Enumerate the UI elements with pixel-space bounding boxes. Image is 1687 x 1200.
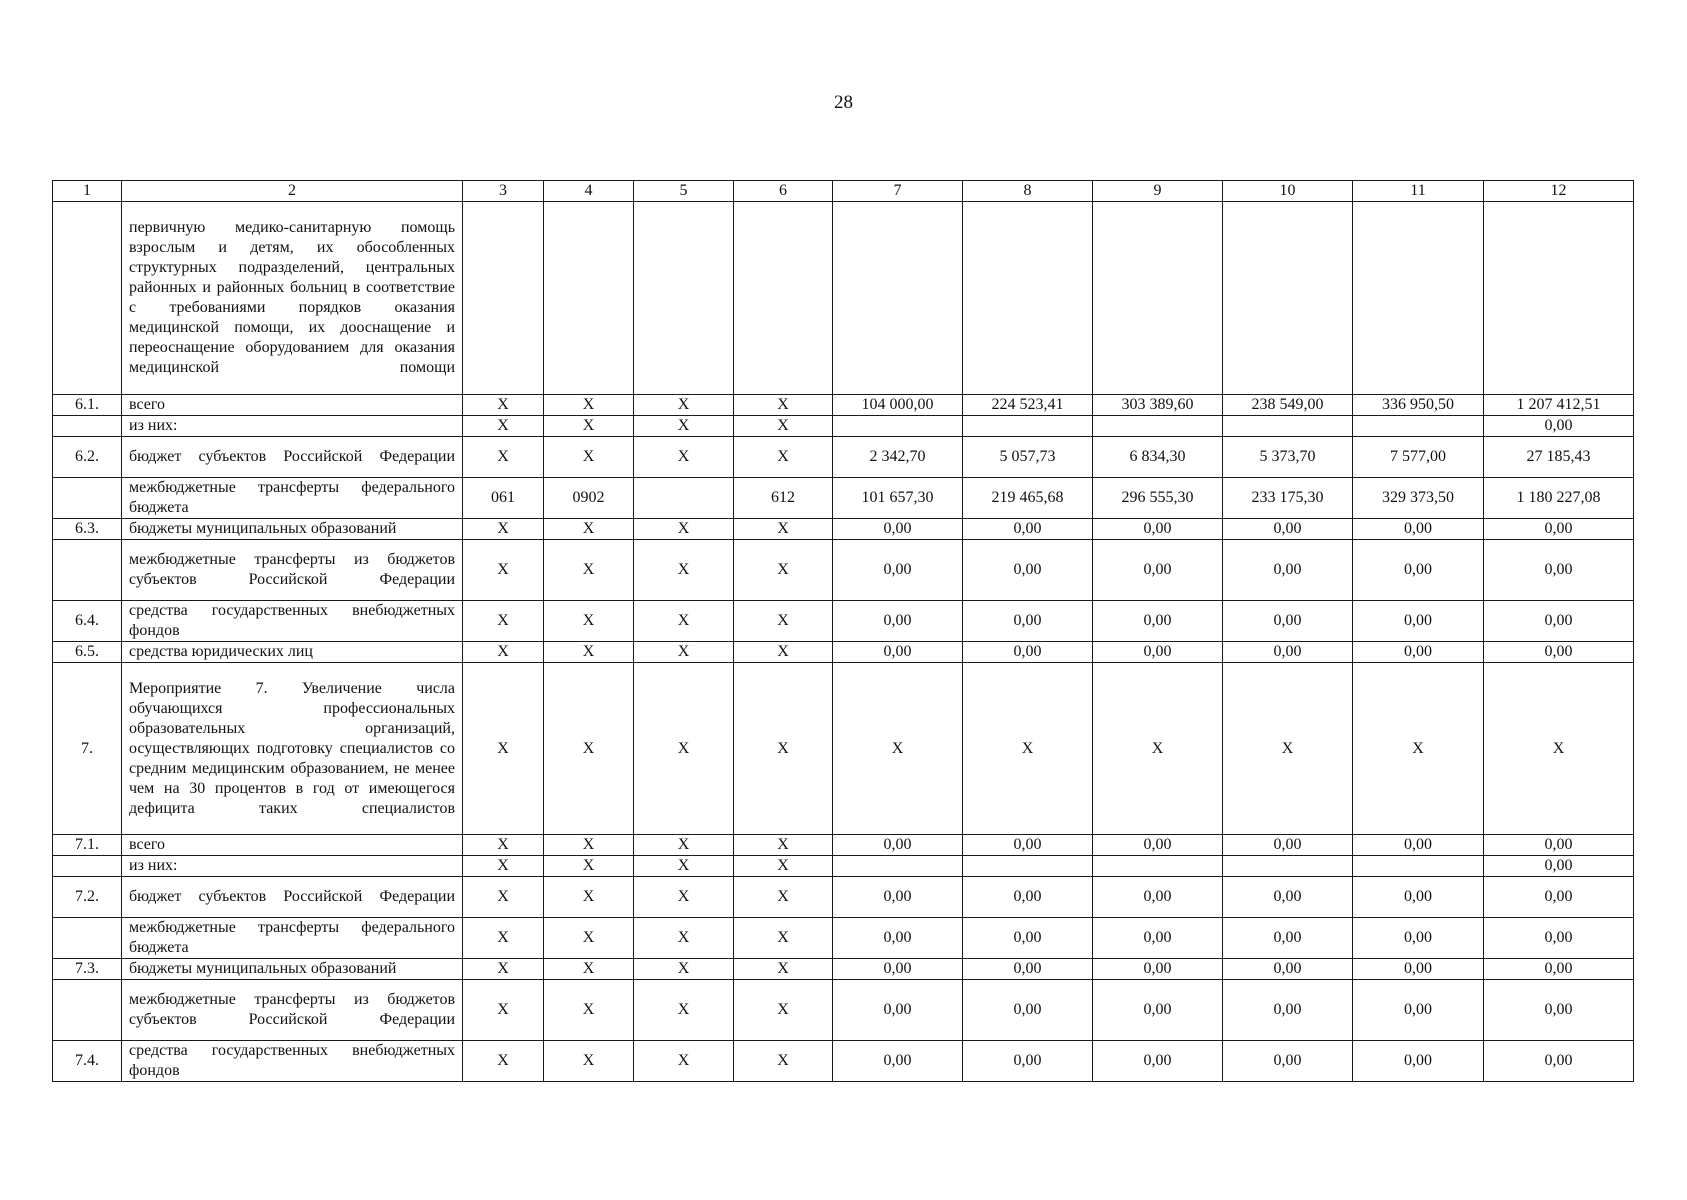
row-cell-col5: X bbox=[634, 959, 734, 980]
column-header: 12 bbox=[1484, 181, 1634, 202]
row-cell-col5: X bbox=[634, 980, 734, 1041]
table-row bbox=[53, 519, 1634, 540]
row-cell-col3: X bbox=[463, 437, 544, 478]
row-cell-col6 bbox=[734, 202, 833, 395]
row-cell-col9: 296 555,30 bbox=[1093, 478, 1223, 519]
row-cell-col11: 0,00 bbox=[1353, 980, 1484, 1041]
row-cell-col3: X bbox=[463, 959, 544, 980]
row-number: 7.3. bbox=[53, 959, 122, 980]
row-cell-col5: X bbox=[634, 1041, 734, 1082]
column-header: 1 bbox=[53, 181, 122, 202]
row-cell-col8 bbox=[963, 856, 1093, 877]
table-row bbox=[53, 1041, 1634, 1082]
row-number: 7. bbox=[53, 663, 122, 835]
table-row bbox=[53, 395, 1634, 416]
row-cell-col12: 0,00 bbox=[1484, 877, 1634, 918]
row-description: межбюджетные трансферты федерального бюджета bbox=[122, 478, 463, 519]
row-cell-col7: 0,00 bbox=[833, 601, 963, 642]
row-cell-col7 bbox=[833, 416, 963, 437]
row-cell-col4: X bbox=[544, 1041, 634, 1082]
row-cell-col6: X bbox=[734, 1041, 833, 1082]
row-cell-col10: 5 373,70 bbox=[1223, 437, 1353, 478]
row-cell-col11 bbox=[1353, 416, 1484, 437]
row-number: 6.2. bbox=[53, 437, 122, 478]
row-description: межбюджетные трансферты из бюджетов субъектов Российской Федерации bbox=[122, 540, 463, 601]
row-cell-col6: X bbox=[734, 877, 833, 918]
row-cell-col9: X bbox=[1093, 663, 1223, 835]
row-cell-col5: X bbox=[634, 601, 734, 642]
row-cell-col8: 0,00 bbox=[963, 642, 1093, 663]
row-description: средства государственных внебюджетных фондов bbox=[122, 601, 463, 642]
row-number bbox=[53, 478, 122, 519]
row-cell-col10: 233 175,30 bbox=[1223, 478, 1353, 519]
row-number: 6.5. bbox=[53, 642, 122, 663]
row-cell-col8: 224 523,41 bbox=[963, 395, 1093, 416]
column-header: 3 bbox=[463, 181, 544, 202]
row-description: из них: bbox=[122, 416, 463, 437]
row-cell-col6: X bbox=[734, 918, 833, 959]
table-row bbox=[53, 478, 1634, 519]
row-cell-col11: 329 373,50 bbox=[1353, 478, 1484, 519]
row-number bbox=[53, 202, 122, 395]
row-cell-col6: X bbox=[734, 519, 833, 540]
table-row bbox=[53, 202, 1634, 395]
row-cell-col4: X bbox=[544, 663, 634, 835]
row-cell-col4: X bbox=[544, 877, 634, 918]
row-cell-col4 bbox=[544, 202, 634, 395]
row-cell-col10: 0,00 bbox=[1223, 642, 1353, 663]
row-cell-col6: X bbox=[734, 601, 833, 642]
row-cell-col7: 0,00 bbox=[833, 1041, 963, 1082]
row-cell-col11: 0,00 bbox=[1353, 877, 1484, 918]
row-cell-col9 bbox=[1093, 416, 1223, 437]
row-description: бюджет субъектов Российской Федерации bbox=[122, 437, 463, 478]
row-cell-col3: X bbox=[463, 601, 544, 642]
row-cell-col9: 0,00 bbox=[1093, 980, 1223, 1041]
row-number bbox=[53, 416, 122, 437]
budget-table bbox=[52, 180, 1634, 1082]
row-cell-col11: 0,00 bbox=[1353, 540, 1484, 601]
row-cell-col7: 101 657,30 bbox=[833, 478, 963, 519]
row-number bbox=[53, 918, 122, 959]
row-cell-col5: X bbox=[634, 918, 734, 959]
row-cell-col12: 0,00 bbox=[1484, 918, 1634, 959]
row-cell-col9: 0,00 bbox=[1093, 519, 1223, 540]
row-cell-col5 bbox=[634, 202, 734, 395]
row-number: 7.1. bbox=[53, 835, 122, 856]
row-number bbox=[53, 540, 122, 601]
table-row bbox=[53, 601, 1634, 642]
row-cell-col6: X bbox=[734, 663, 833, 835]
row-cell-col11: 0,00 bbox=[1353, 918, 1484, 959]
table-row bbox=[53, 918, 1634, 959]
row-cell-col12 bbox=[1484, 202, 1634, 395]
column-header: 5 bbox=[634, 181, 734, 202]
row-cell-col8: 5 057,73 bbox=[963, 437, 1093, 478]
row-cell-col4: X bbox=[544, 835, 634, 856]
row-cell-col9: 0,00 bbox=[1093, 918, 1223, 959]
table-row bbox=[53, 856, 1634, 877]
row-cell-col3: X bbox=[463, 918, 544, 959]
row-cell-col10: 0,00 bbox=[1223, 519, 1353, 540]
row-cell-col10: 0,00 bbox=[1223, 959, 1353, 980]
row-cell-col8: 0,00 bbox=[963, 877, 1093, 918]
row-cell-col5: X bbox=[634, 437, 734, 478]
row-cell-col10: 0,00 bbox=[1223, 601, 1353, 642]
row-cell-col12: 0,00 bbox=[1484, 980, 1634, 1041]
row-description: из них: bbox=[122, 856, 463, 877]
row-cell-col12: 0,00 bbox=[1484, 642, 1634, 663]
row-cell-col7: 0,00 bbox=[833, 540, 963, 601]
row-number: 6.4. bbox=[53, 601, 122, 642]
row-number: 7.4. bbox=[53, 1041, 122, 1082]
row-cell-col9: 0,00 bbox=[1093, 1041, 1223, 1082]
row-cell-col5: X bbox=[634, 663, 734, 835]
column-header: 4 bbox=[544, 181, 634, 202]
row-description: межбюджетные трансферты из бюджетов субъектов Российской Федерации bbox=[122, 980, 463, 1041]
row-cell-col7 bbox=[833, 856, 963, 877]
row-description: бюджеты муниципальных образований bbox=[122, 959, 463, 980]
row-cell-col6: X bbox=[734, 856, 833, 877]
table-row bbox=[53, 877, 1634, 918]
column-header: 9 bbox=[1093, 181, 1223, 202]
row-number bbox=[53, 980, 122, 1041]
row-cell-col5: X bbox=[634, 877, 734, 918]
row-cell-col4: X bbox=[544, 918, 634, 959]
row-description: всего bbox=[122, 835, 463, 856]
row-cell-col6: X bbox=[734, 980, 833, 1041]
row-cell-col11: 336 950,50 bbox=[1353, 395, 1484, 416]
row-cell-col5 bbox=[634, 478, 734, 519]
row-description: средства государственных внебюджетных фондов bbox=[122, 1041, 463, 1082]
row-cell-col10 bbox=[1223, 416, 1353, 437]
row-cell-col5: X bbox=[634, 856, 734, 877]
row-cell-col11: 0,00 bbox=[1353, 1041, 1484, 1082]
row-description: первичную медико-санитарную помощь взрослым и детям, их обособленных структурных подразделений, центральных районных и районных больниц в соответствие с требованиями порядков оказания медицинской помощи, их дооснащение и переоснащение оборудованием для оказания медицинской помощи bbox=[122, 202, 463, 395]
row-cell-col3: X bbox=[463, 663, 544, 835]
row-number: 6.3. bbox=[53, 519, 122, 540]
row-cell-col7: 0,00 bbox=[833, 980, 963, 1041]
row-cell-col9: 0,00 bbox=[1093, 877, 1223, 918]
row-cell-col9: 0,00 bbox=[1093, 835, 1223, 856]
row-cell-col3: X bbox=[463, 856, 544, 877]
column-header: 6 bbox=[734, 181, 833, 202]
row-cell-col8 bbox=[963, 416, 1093, 437]
row-cell-col7: 0,00 bbox=[833, 519, 963, 540]
row-cell-col7: 0,00 bbox=[833, 877, 963, 918]
row-cell-col5: X bbox=[634, 519, 734, 540]
table-row bbox=[53, 959, 1634, 980]
row-cell-col6: X bbox=[734, 540, 833, 601]
row-cell-col9 bbox=[1093, 856, 1223, 877]
row-cell-col9: 0,00 bbox=[1093, 642, 1223, 663]
row-cell-col4: X bbox=[544, 437, 634, 478]
row-cell-col8: X bbox=[963, 663, 1093, 835]
row-cell-col4: X bbox=[544, 416, 634, 437]
table-row bbox=[53, 437, 1634, 478]
row-description: всего bbox=[122, 395, 463, 416]
row-cell-col6: X bbox=[734, 642, 833, 663]
row-cell-col10: X bbox=[1223, 663, 1353, 835]
row-cell-col4: X bbox=[544, 980, 634, 1041]
column-header: 7 bbox=[833, 181, 963, 202]
row-number bbox=[53, 856, 122, 877]
row-cell-col10: 238 549,00 bbox=[1223, 395, 1353, 416]
row-cell-col12: 0,00 bbox=[1484, 959, 1634, 980]
row-cell-col4: X bbox=[544, 601, 634, 642]
row-cell-col7: 104 000,00 bbox=[833, 395, 963, 416]
column-header: 11 bbox=[1353, 181, 1484, 202]
row-cell-col8: 0,00 bbox=[963, 519, 1093, 540]
row-cell-col10: 0,00 bbox=[1223, 540, 1353, 601]
row-number: 7.2. bbox=[53, 877, 122, 918]
row-cell-col4: X bbox=[544, 540, 634, 601]
row-cell-col3: 061 bbox=[463, 478, 544, 519]
row-cell-col3: X bbox=[463, 980, 544, 1041]
row-cell-col12: 1 207 412,51 bbox=[1484, 395, 1634, 416]
row-description: средства юридических лиц bbox=[122, 642, 463, 663]
row-cell-col6: X bbox=[734, 416, 833, 437]
row-description: межбюджетные трансферты федерального бюджета bbox=[122, 918, 463, 959]
row-cell-col4: X bbox=[544, 959, 634, 980]
row-cell-col3 bbox=[463, 202, 544, 395]
row-cell-col4: X bbox=[544, 395, 634, 416]
row-cell-col11: X bbox=[1353, 663, 1484, 835]
row-cell-col12: 0,00 bbox=[1484, 519, 1634, 540]
row-cell-col11: 0,00 bbox=[1353, 519, 1484, 540]
row-cell-col9: 0,00 bbox=[1093, 959, 1223, 980]
row-cell-col3: X bbox=[463, 519, 544, 540]
row-cell-col10: 0,00 bbox=[1223, 980, 1353, 1041]
row-cell-col9: 6 834,30 bbox=[1093, 437, 1223, 478]
page-number: 28 bbox=[834, 92, 853, 113]
row-cell-col11 bbox=[1353, 856, 1484, 877]
row-cell-col6: 612 bbox=[734, 478, 833, 519]
row-cell-col11: 0,00 bbox=[1353, 835, 1484, 856]
row-cell-col4: 0902 bbox=[544, 478, 634, 519]
row-cell-col3: X bbox=[463, 395, 544, 416]
column-header: 8 bbox=[963, 181, 1093, 202]
row-cell-col10 bbox=[1223, 856, 1353, 877]
row-cell-col6: X bbox=[734, 835, 833, 856]
row-cell-col4: X bbox=[544, 856, 634, 877]
row-cell-col4: X bbox=[544, 642, 634, 663]
row-cell-col9: 0,00 bbox=[1093, 540, 1223, 601]
row-cell-col5: X bbox=[634, 642, 734, 663]
row-cell-col7: X bbox=[833, 663, 963, 835]
row-cell-col8: 0,00 bbox=[963, 918, 1093, 959]
row-cell-col8: 0,00 bbox=[963, 601, 1093, 642]
row-cell-col3: X bbox=[463, 835, 544, 856]
column-header: 2 bbox=[122, 181, 463, 202]
row-description: Мероприятие 7. Увеличение числа обучающихся профессиональных образовательных организаций, осуществляющих подготовку специалистов со средним медицинским образованием, не менее чем на 30 процентов в год от имеющегося дефицита таких специалистов bbox=[122, 663, 463, 835]
table-row bbox=[53, 416, 1634, 437]
table-row bbox=[53, 663, 1634, 835]
row-cell-col12: 0,00 bbox=[1484, 856, 1634, 877]
row-cell-col6: X bbox=[734, 959, 833, 980]
row-cell-col8: 0,00 bbox=[963, 980, 1093, 1041]
row-cell-col10 bbox=[1223, 202, 1353, 395]
row-cell-col11: 7 577,00 bbox=[1353, 437, 1484, 478]
row-cell-col5: X bbox=[634, 395, 734, 416]
row-cell-col8: 219 465,68 bbox=[963, 478, 1093, 519]
row-cell-col7: 0,00 bbox=[833, 918, 963, 959]
row-cell-col8: 0,00 bbox=[963, 959, 1093, 980]
row-cell-col9: 303 389,60 bbox=[1093, 395, 1223, 416]
row-cell-col11 bbox=[1353, 202, 1484, 395]
row-cell-col12: 27 185,43 bbox=[1484, 437, 1634, 478]
row-cell-col9: 0,00 bbox=[1093, 601, 1223, 642]
row-cell-col11: 0,00 bbox=[1353, 959, 1484, 980]
row-cell-col10: 0,00 bbox=[1223, 918, 1353, 959]
row-cell-col12: 0,00 bbox=[1484, 540, 1634, 601]
row-cell-col3: X bbox=[463, 540, 544, 601]
row-cell-col5: X bbox=[634, 416, 734, 437]
row-cell-col9 bbox=[1093, 202, 1223, 395]
row-cell-col8 bbox=[963, 202, 1093, 395]
row-cell-col10: 0,00 bbox=[1223, 877, 1353, 918]
row-description: бюджеты муниципальных образований bbox=[122, 519, 463, 540]
row-cell-col6: X bbox=[734, 395, 833, 416]
row-cell-col3: X bbox=[463, 642, 544, 663]
row-cell-col12: 1 180 227,08 bbox=[1484, 478, 1634, 519]
row-cell-col12: X bbox=[1484, 663, 1634, 835]
row-cell-col8: 0,00 bbox=[963, 1041, 1093, 1082]
table-row bbox=[53, 980, 1634, 1041]
row-cell-col8: 0,00 bbox=[963, 835, 1093, 856]
row-cell-col3: X bbox=[463, 416, 544, 437]
row-cell-col10: 0,00 bbox=[1223, 1041, 1353, 1082]
row-cell-col5: X bbox=[634, 540, 734, 601]
row-cell-col12: 0,00 bbox=[1484, 416, 1634, 437]
row-cell-col12: 0,00 bbox=[1484, 835, 1634, 856]
row-cell-col7: 0,00 bbox=[833, 959, 963, 980]
column-number-row bbox=[53, 181, 1634, 202]
row-cell-col11: 0,00 bbox=[1353, 642, 1484, 663]
column-header: 10 bbox=[1223, 181, 1353, 202]
row-cell-col7: 0,00 bbox=[833, 642, 963, 663]
row-cell-col8: 0,00 bbox=[963, 540, 1093, 601]
row-cell-col4: X bbox=[544, 519, 634, 540]
row-cell-col11: 0,00 bbox=[1353, 601, 1484, 642]
row-cell-col7 bbox=[833, 202, 963, 395]
row-cell-col10: 0,00 bbox=[1223, 835, 1353, 856]
row-number: 6.1. bbox=[53, 395, 122, 416]
table-row bbox=[53, 540, 1634, 601]
row-cell-col3: X bbox=[463, 1041, 544, 1082]
row-cell-col7: 2 342,70 bbox=[833, 437, 963, 478]
row-cell-col3: X bbox=[463, 877, 544, 918]
row-cell-col12: 0,00 bbox=[1484, 601, 1634, 642]
row-cell-col12: 0,00 bbox=[1484, 1041, 1634, 1082]
table-row bbox=[53, 835, 1634, 856]
row-description: бюджет субъектов Российской Федерации bbox=[122, 877, 463, 918]
row-cell-col5: X bbox=[634, 835, 734, 856]
row-cell-col7: 0,00 bbox=[833, 835, 963, 856]
row-cell-col6: X bbox=[734, 437, 833, 478]
table-row bbox=[53, 642, 1634, 663]
